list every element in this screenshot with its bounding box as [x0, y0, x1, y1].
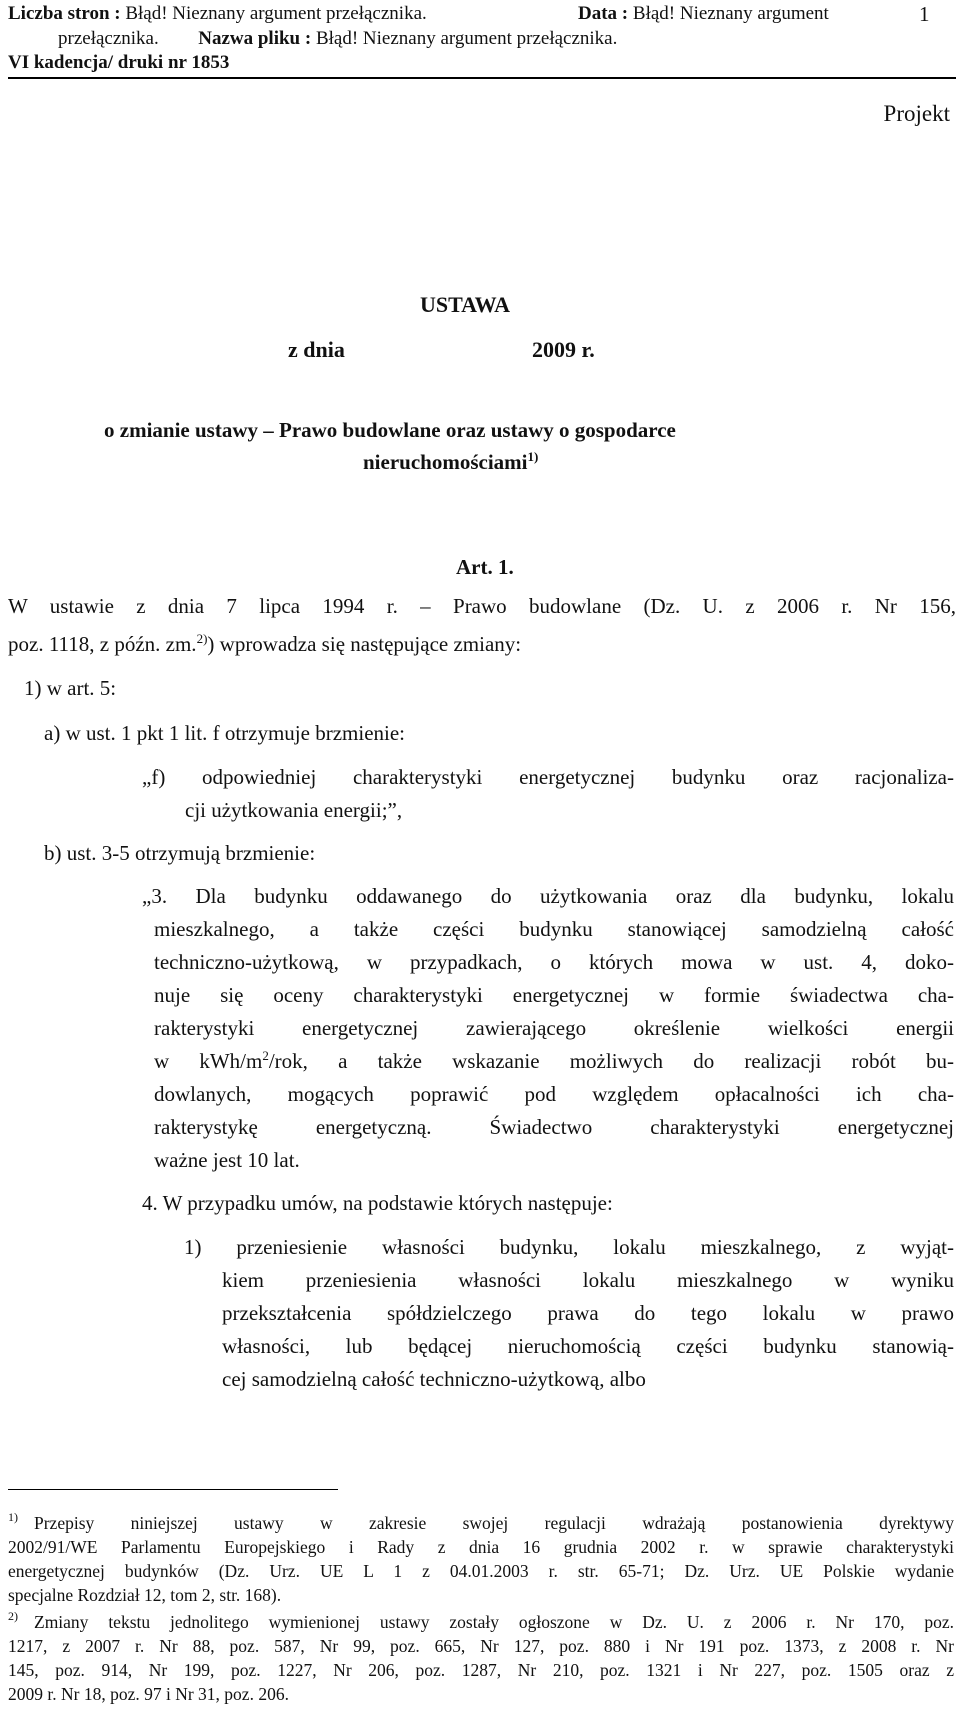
unit-text-b: /rok, a także wskazanie możliwych do realizacji robót bu- [268, 1049, 955, 1073]
act-subject-line-2 [363, 450, 538, 475]
point-1: 1) w art. 5: [24, 676, 117, 700]
header-file-value: Błąd! Nieznany argument przełącznika. [315, 28, 618, 49]
lit-f-line-2: cji użytkowania energii;”, [185, 798, 403, 822]
p4-item1-line-1: 1) przeniesienie własności budynku, lokalu mieszkalnego, z wyjąt- [184, 1235, 954, 1259]
unit-superscript: 2 [262, 1048, 269, 1063]
header-pages-label: Liczba stron : [8, 3, 121, 24]
act-date-year: 2009 r. [532, 337, 595, 362]
header-pages-value: Błąd! Nieznany argument przełącznika. [125, 3, 427, 24]
p4-item1-line-5: cej samodzielną całość techniczno-użytkową, albo [222, 1367, 646, 1391]
p3-line-2: mieszkalnego, a także części budynku stanowiącej samodzielną całość [154, 917, 954, 941]
footnote-2-line-2: 1217, z 2007 r. Nr 88, poz. 587, Nr 99, poz. 665, Nr 127, poz. 880 i Nr 191 poz. 1373, z 2008 r. Nr [8, 1636, 954, 1656]
footnote-2-marker: 2) [8, 1609, 18, 1623]
footnote-1-line-3: energetycznej budynków (Dz. Urz. UE L 1 z 04.01.2003 r. str. 65-71; Dz. Urz. UE Polskie wydanie [8, 1561, 954, 1581]
p4-item1-line-3: przekształcenia spółdzielczego prawa do tego lokalu w prawo [222, 1301, 954, 1325]
page-number: 1 [919, 2, 930, 26]
p3-line-5: rakterystyki energetycznej zawierającego określenie wielkości energii [154, 1016, 954, 1040]
p3-line-9: ważne jest 10 lat. [154, 1148, 300, 1172]
article-intro-line-2 [8, 632, 521, 657]
item-b: b) ust. 3-5 otrzymują brzmienie: [44, 841, 316, 865]
p4-item1-line-4: własności, lub będącej nieruchomością części budynku stanowią- [222, 1334, 954, 1358]
intro-text-a: poz. 1118, z późn. zm. [8, 632, 197, 656]
header-date-value: Błąd! Nieznany argument [632, 3, 829, 24]
header-line-1 [8, 2, 427, 26]
header-date-value-cont: przełącznika. [58, 28, 159, 49]
projekt-label: Projekt [883, 101, 950, 126]
footnote-1-line-4: specjalne Rozdział 12, tom 2, str. 168). [8, 1585, 282, 1605]
p3-line-6 [154, 1049, 954, 1074]
lit-f-line-1: „f) odpowiedniej charakterystyki energetycznej budynku oraz racjonaliza- [142, 765, 954, 789]
header-line-2 [58, 27, 617, 51]
p3-line-7: dowlanych, mogących poprawić pod względem opłacalności ich cha- [154, 1082, 954, 1106]
header-term: VI kadencja/ druki nr 1853 [8, 52, 230, 73]
header-rule [8, 77, 956, 79]
footnote-ref-1: 1) [527, 449, 539, 464]
footnote-2-line-4: 2009 r. Nr 18, poz. 97 i Nr 31, poz. 206. [8, 1684, 289, 1704]
footnote-1-line-1: Przepisy niniejszej ustawy w zakresie swojej regulacji wdrażają postanowienia dyrektywy [34, 1513, 954, 1533]
header-date-label: Data : [578, 3, 629, 24]
header-file-label: Nazwa pliku : [198, 28, 312, 49]
p3-line-4: nuje się oceny charakterystyki energetycznej w formie świadectwa cha- [154, 983, 954, 1007]
footnote-1-marker: 1) [8, 1510, 18, 1524]
act-date-prefix: z dnia [288, 337, 345, 362]
article-heading: Art. 1. [456, 555, 514, 579]
footnote-2-line-3: 145, poz. 914, Nr 199, poz. 1227, Nr 206, poz. 1287, Nr 210, poz. 1321 i Nr 227, poz. 1505 oraz z [8, 1660, 954, 1680]
footnote-ref-2: 2) [196, 631, 208, 646]
footnote-2-line-1: Zmiany tekstu jednolitego wymienionej ustawy zostały ogłoszone w Dz. U. z 2006 r. Nr 170, poz. [34, 1612, 954, 1632]
footnote-separator [8, 1489, 338, 1490]
article-intro-line-1: W ustawie z dnia 7 lipca 1994 r. – Prawo budowlane (Dz. U. z 2006 r. Nr 156, [8, 594, 956, 618]
footnote-1-line-2: 2002/91/WE Parlamentu Europejskiego i Rady z dnia 16 grudnia 2002 r. w sprawie charakterystyki [8, 1537, 954, 1557]
p4-intro: 4. W przypadku umów, na podstawie których następuje: [142, 1191, 613, 1215]
unit-text-a: w kWh/m [154, 1049, 263, 1073]
act-subject-text: nieruchomościami [363, 450, 528, 474]
header-date [578, 2, 829, 26]
intro-text-b: ) wprowadza się następujące zmiany: [207, 632, 522, 656]
p4-item1-line-2: kiem przeniesienia własności lokalu mieszkalnego w wyniku [222, 1268, 954, 1292]
p3-line-1: „3. Dla budynku oddawanego do użytkowania oraz dla budynku, lokalu [142, 884, 954, 908]
item-a: a) w ust. 1 pkt 1 lit. f otrzymuje brzmienie: [44, 721, 405, 745]
act-subject-line-1: o zmianie ustawy – Prawo budowlane oraz ustawy o gospodarce [104, 418, 676, 442]
p3-line-8: rakterystykę energetyczną. Świadectwo charakterystyki energetycznej [154, 1115, 954, 1139]
act-title: USTAWA [420, 292, 511, 317]
p3-line-3: techniczno-użytkową, w przypadkach, o których mowa w ust. 4, doko- [154, 950, 954, 974]
